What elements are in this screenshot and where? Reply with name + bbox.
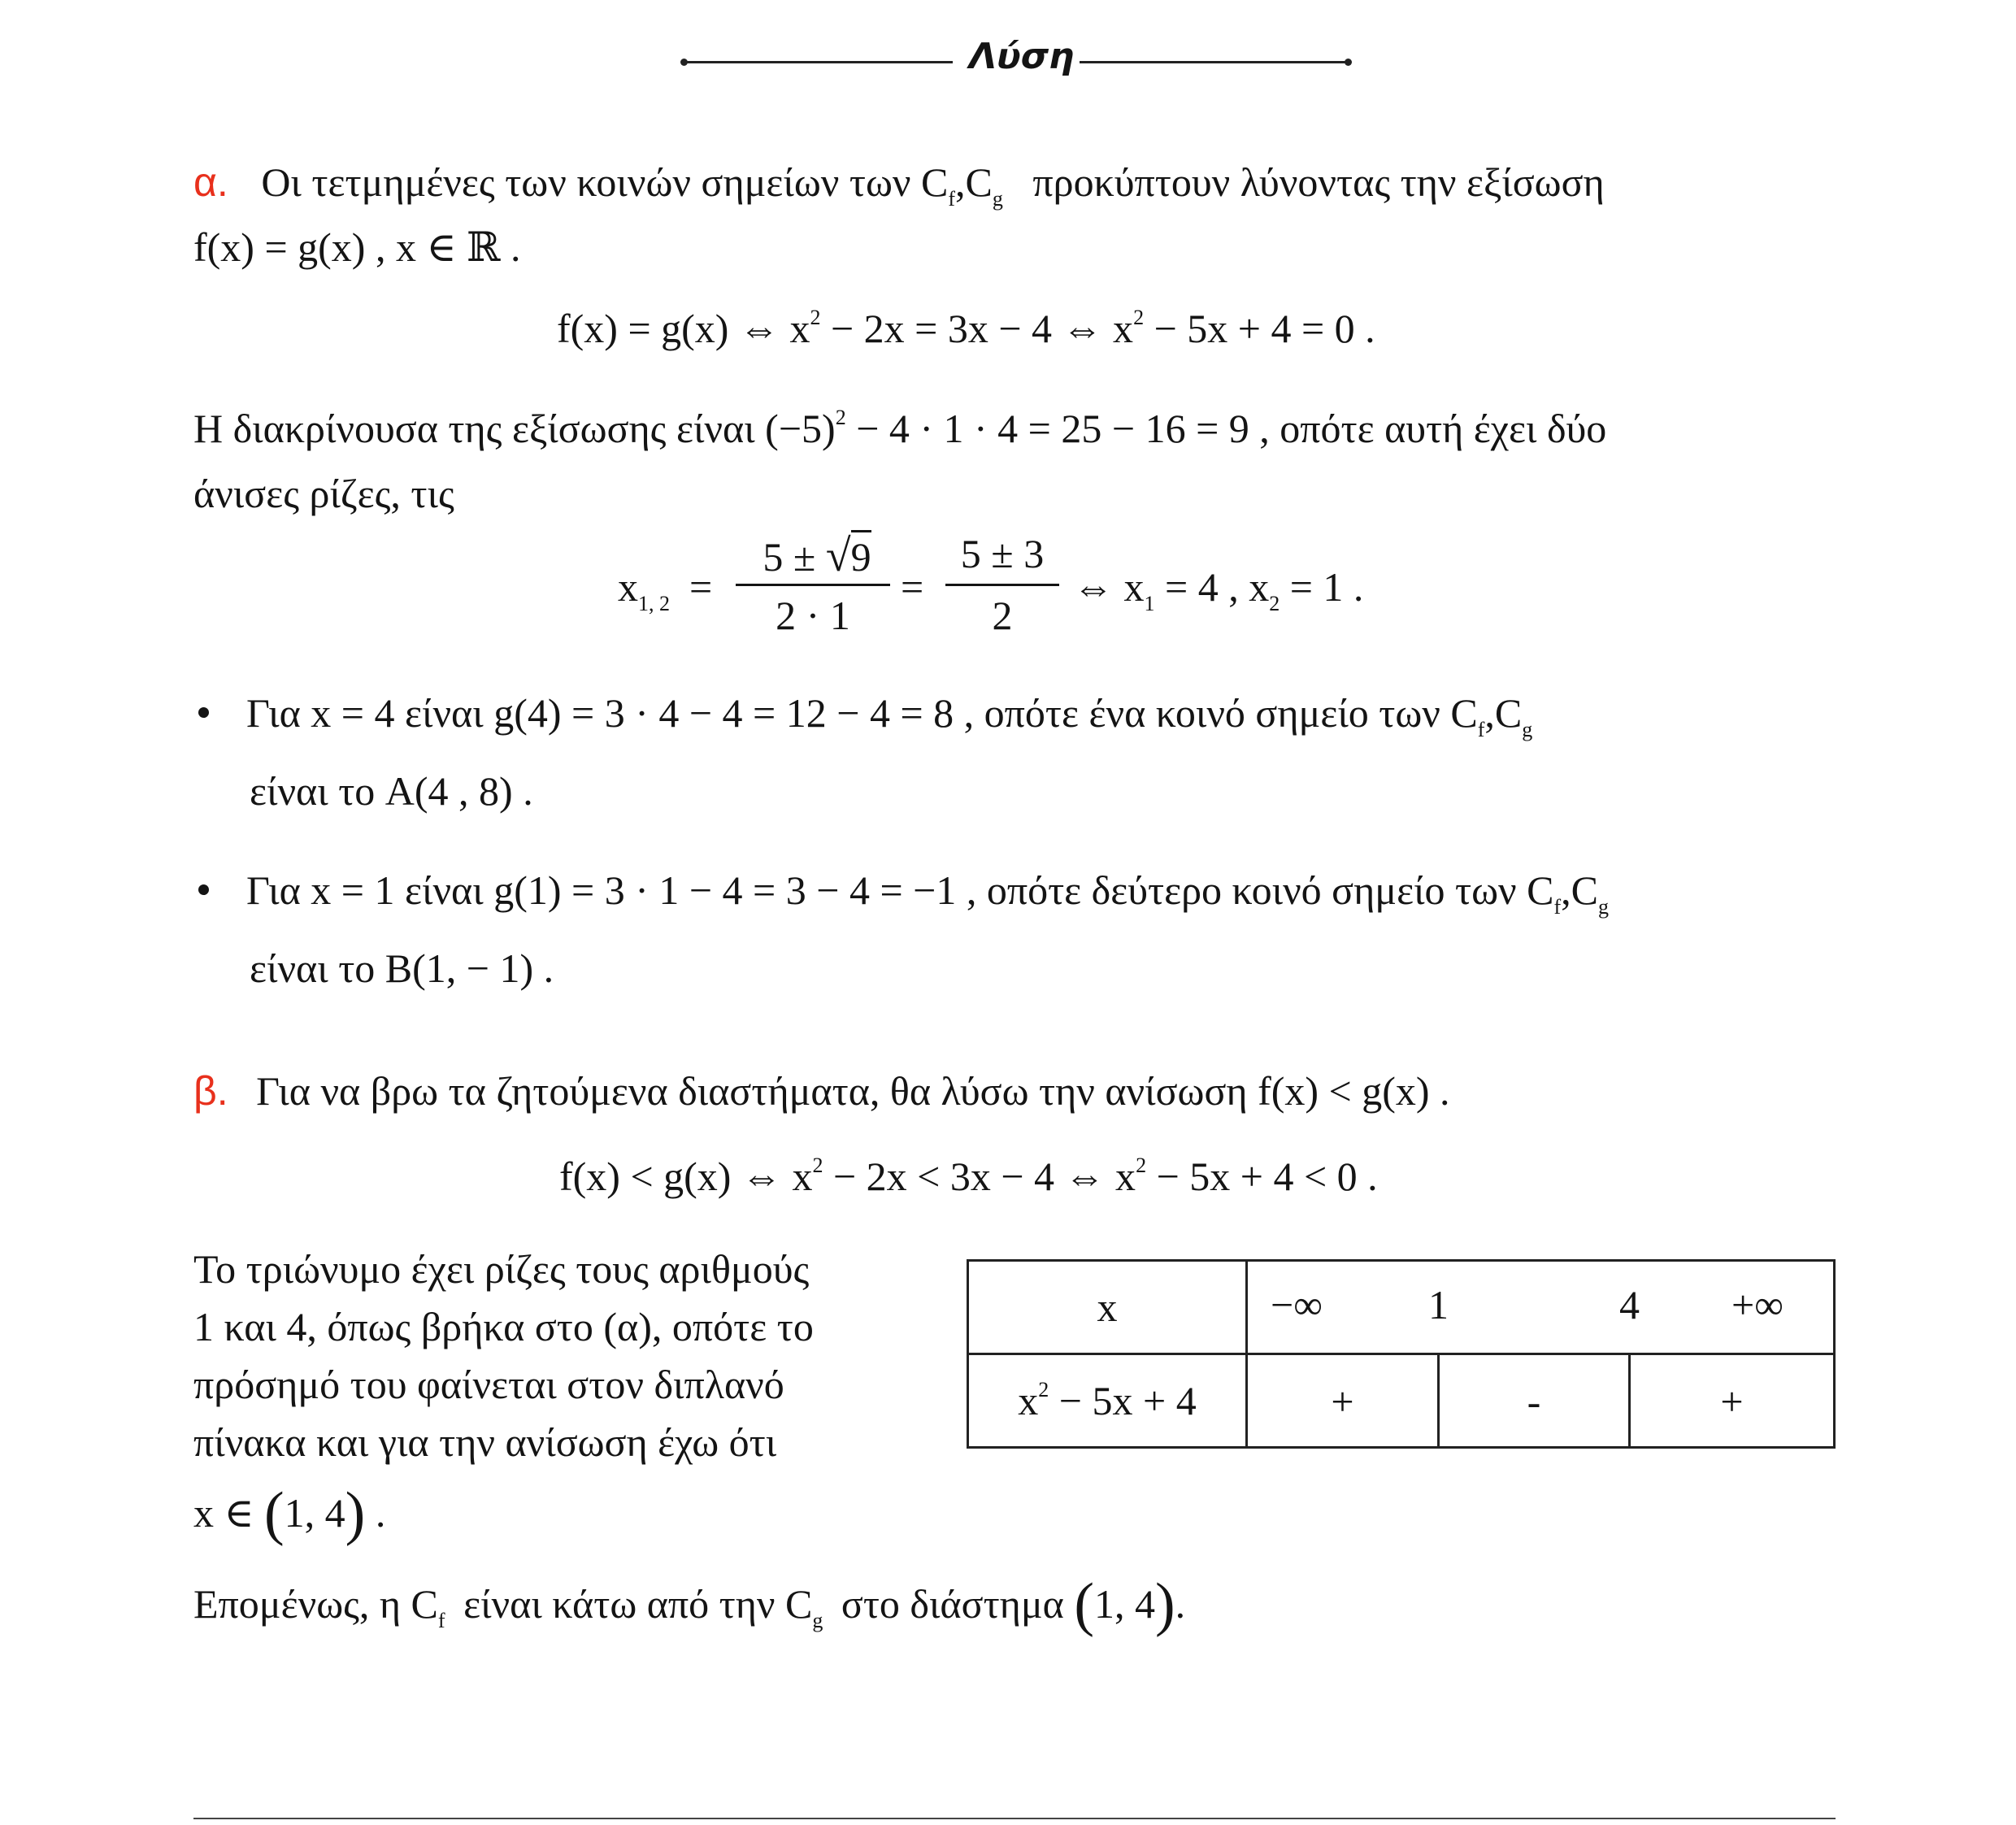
- inequality: f(x) < g(x) ⇔ $x^2 - 2x < 3x - 4$ ⇔ $x^2 - 5x + 4 < 0$ .: [559, 1154, 1378, 1199]
- bullet-2-marker: [198, 884, 209, 895]
- sign-table-sign-2: -: [1439, 1354, 1630, 1448]
- header-right-dot: [1345, 59, 1352, 66]
- fraction-1-denominator: 2 · 1: [776, 593, 850, 638]
- part-b-line1: β. Για να βρω τα ζητούμενα διαστήματα, θα λύσω την ανίσωση f(x) < g(x) .: [193, 1068, 1450, 1114]
- discriminant-line2: άνισες ρίζες, τις: [193, 471, 454, 516]
- sign-table-sign-3: +: [1630, 1354, 1835, 1448]
- sign-table-root-1: 1: [1428, 1282, 1449, 1327]
- part-b-interval: x ∈ (1, 4) .: [193, 1480, 386, 1547]
- sign-table-row-label: $x^2 - 5x + 4$: [968, 1354, 1247, 1448]
- sign-table-neg-inf: −∞: [1271, 1282, 1323, 1327]
- header-left-rule: [684, 61, 953, 63]
- bullet-1-line2: είναι το A(4 , 8) .: [250, 768, 533, 814]
- footer-rule: [193, 1818, 1836, 1819]
- part-b-para-line1: Το τριώνυμο έχει ρίζες τους αριθμούς: [193, 1246, 810, 1292]
- part-b-para-line2: 1 και 4, όπως βρήκα στο (α), οπότε το: [193, 1304, 814, 1349]
- fraction-1-bar: [736, 584, 890, 586]
- roots-rhs: ⇔ $x_1 = 4$ , $x_2 = 1$ .: [1073, 564, 1364, 615]
- roots-eq2: =: [901, 564, 924, 610]
- header-right-rule: [1080, 61, 1348, 63]
- sign-table-header-x: x: [968, 1261, 1247, 1354]
- bullet-1-line1: Για x = 4 είναι g(4) = 3 · 4 − 4 = 12 − 4 = 8 , οπότε ένα κοινό σημείο των $C_f,C_g$: [246, 690, 1533, 741]
- roots-eq1: =: [689, 564, 713, 610]
- conclusion: Επομένως, η $C_f$ είναι κάτω από την $C_g$ στο διάστημα (1, 4).: [193, 1571, 1186, 1638]
- discriminant-line1: Η διακρίνουσα της εξίσωσης είναι $(-5)^2 - 4 \cdot 1 \cdot 4 = 25 - 16 = 9$ , οπότε αυτή έχει δύο: [193, 406, 1607, 451]
- equation-1: f(x) = g(x) ⇔ $x^2 - 2x = 3x - 4$ ⇔ $x^2 - 5x + 4 = 0$ .: [557, 306, 1375, 351]
- sign-table-root-4: 4: [1619, 1282, 1640, 1327]
- fraction-2-bar: [945, 584, 1059, 586]
- part-a-marker: α.: [193, 159, 228, 205]
- sign-table-sign-1: +: [1247, 1354, 1439, 1448]
- part-b-marker: β.: [193, 1068, 228, 1114]
- roots-lhs: $x_{1, 2}$: [618, 564, 670, 615]
- fraction-2-denominator: 2: [992, 593, 1013, 638]
- page-title: Λύση: [969, 36, 1075, 77]
- bullet-2-line1: Για x = 1 είναι g(1) = 3 · 1 − 4 = 3 − 4 = −1 , οπότε δεύτερο κοινό σημείο των $C_f,C_g$: [246, 867, 1610, 919]
- bullet-1-marker: [198, 707, 209, 718]
- sign-table-header-values: [1247, 1261, 1835, 1354]
- sign-table-pos-inf: +∞: [1731, 1282, 1784, 1327]
- part-b-para-line3: πρόσημό του φαίνεται στον διπλανό: [193, 1362, 784, 1407]
- fraction-2-numerator: 5 ± 3: [960, 531, 1045, 576]
- bullet-2-line2: είναι το B(1, − 1) .: [250, 945, 554, 991]
- part-b-para-line4: πίνακα και για την ανίσωση έχω ότι: [193, 1419, 777, 1465]
- part-a-line2: f(x) = g(x) , x ∈ ℝ .: [193, 224, 521, 270]
- fraction-1-numerator: 5 ± √9: [763, 531, 871, 581]
- sign-table: [967, 1259, 1836, 1449]
- part-a-line1: α. Οι τετμημένες των κοινών σημείων των $C_f,C_g$ προκύπτουν λύνοντας την εξίσωση: [193, 159, 1605, 211]
